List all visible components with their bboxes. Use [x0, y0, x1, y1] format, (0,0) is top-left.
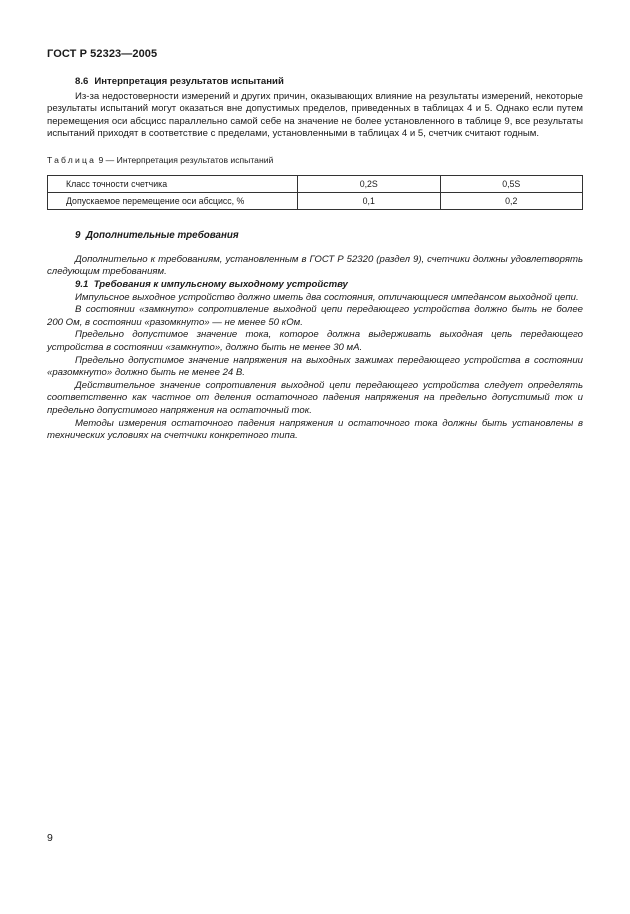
subsection-title: Требования к импульсному выходному устройству [93, 279, 348, 291]
section-number: 9 [75, 229, 81, 241]
table-caption-text: 9 — Интерпретация результатов испытаний [96, 154, 274, 165]
section-9-intro: Дополнительно к требованиям, установленным в ГОСТ Р 52320 (раздел 9), счетчики должны удовлетворять следующим требованиям. [47, 253, 583, 278]
table-cell-value: 0,5S [440, 175, 583, 192]
table-caption [47, 155, 583, 166]
paragraph: Предельно допустимое значение напряжения на выходных зажимах передающего устройства в состоянии «разомкнуто» должно быть не менее 24 В. [47, 354, 583, 379]
section-title: Дополнительные требования [85, 229, 239, 241]
paragraph: В состоянии «замкнуто» сопротивление выходной цепи передающего устройства должно быть не более 200 Ом, в состоянии «разомкнуто» — не менее 50 кОм. [47, 304, 583, 328]
table-cell-value: 0,2S [298, 175, 441, 192]
table-9 [47, 175, 583, 210]
document-id: ГОСТ Р 52323—2005 [47, 48, 158, 60]
subsection-number: 9.1 [75, 279, 89, 291]
page-content [47, 76, 583, 443]
section-9-heading [75, 230, 583, 242]
table-cell-label: Класс точности счетчика [48, 175, 298, 192]
page-number: 9 [47, 832, 53, 844]
section-8-6-heading [75, 76, 583, 89]
section-title: Интерпретация результатов испытаний [94, 76, 284, 87]
table-row [48, 192, 583, 209]
section-number: 8.6 [75, 76, 89, 87]
table-caption-word: Таблица [47, 154, 97, 165]
paragraph: Методы измерения остаточного падения напряжения и остаточного тока должны быть установлены в технических условиях на счетчики конкретного типа. [47, 417, 583, 442]
table-cell-value: 0,1 [298, 192, 441, 209]
paragraph: Предельно допустимое значение тока, которое должна выдерживать выходная цепь передающего устройства в состоянии «замкнуто», должно быть не менее 30 мА. [47, 329, 583, 354]
paragraph: Действительное значение сопротивления выходной цепи передающего устройства следует определять соответственно как частное от деления остаточного падения напряжения на предельно допустимый ток и предельно допустимого напряжения на остаточный ток. [47, 379, 583, 416]
subsection-9-1-heading [75, 279, 583, 292]
section-8-6-paragraph: Из-за недостоверности измерений и других причин, оказывающих влияние на результаты измерений, некоторые результаты испытаний могут оказаться вне допустимых пределов, приведенных в таблицах 4 и 5. Однако если путем перемещения оси абсцисс параллельно самой себе на значение не более установленного в таблице 9, все результаты испытаний приходят в соответствие с пределами, установленными в таблицах 4 и 5, счетчик считают годным. [47, 90, 583, 140]
table-cell-value: 0,2 [440, 192, 583, 209]
table-row [48, 175, 583, 192]
paragraph: Импульсное выходное устройство должно иметь два состояния, отличающиеся импедансом выходной цепи. [75, 291, 579, 303]
table-cell-label: Допускаемое перемещение оси абсцисс, % [48, 192, 298, 209]
